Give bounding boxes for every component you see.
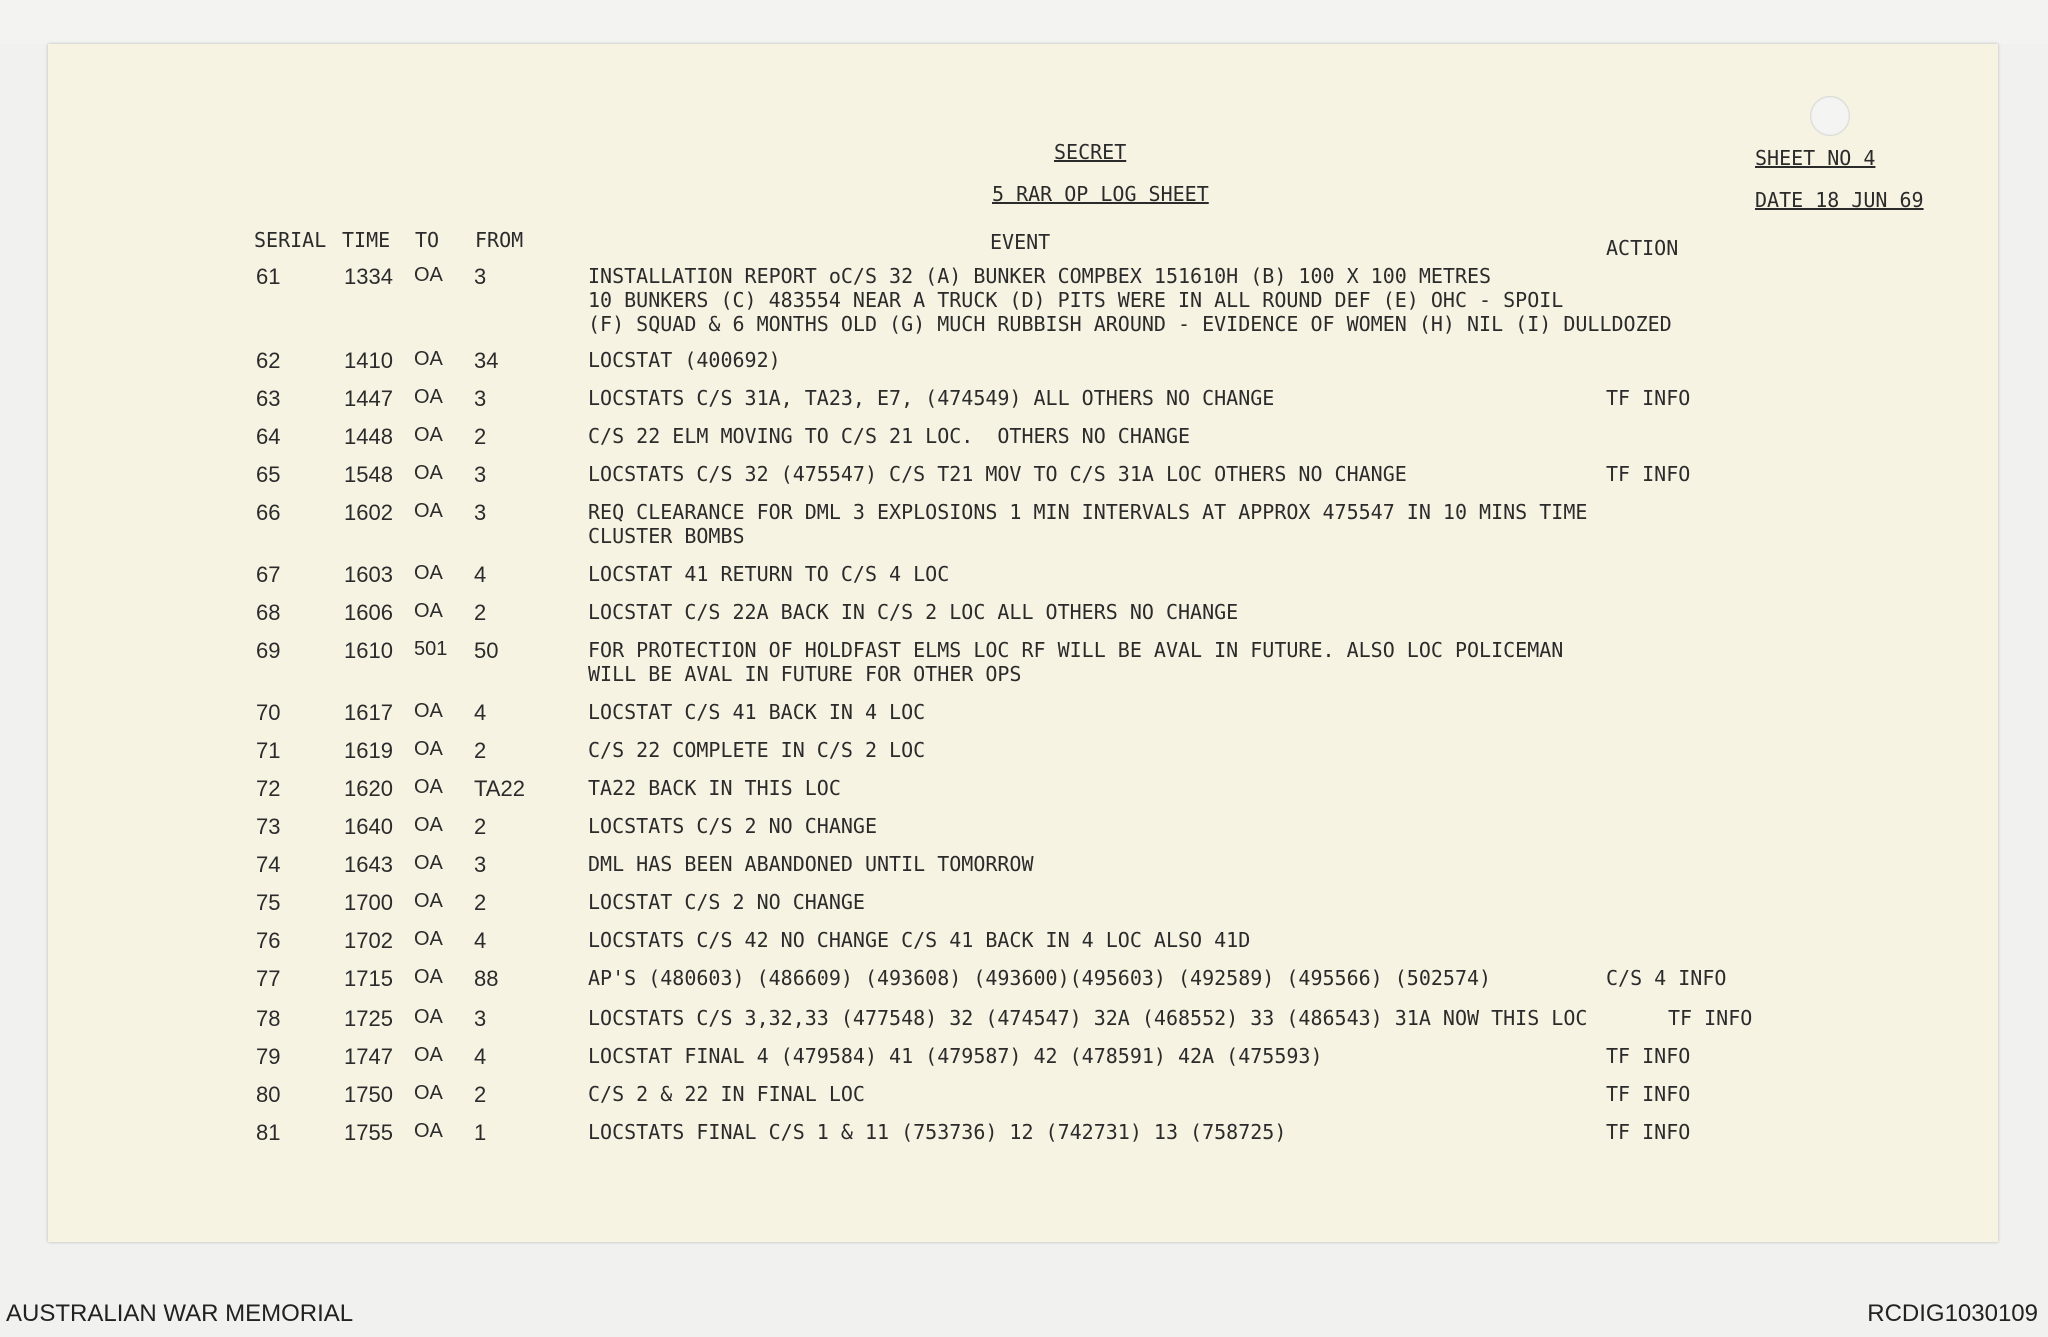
row-time: 1747 [344,1044,393,1069]
row-event-line: C/S 22 ELM MOVING TO C/S 21 LOC. OTHERS NO CHANGE [588,424,1191,448]
row-event-line: INSTALLATION REPORT oC/S 32 (A) BUNKER COMPBEX 151610H (B) 100 X 100 METRES [588,264,1492,288]
row-time: 1702 [344,928,393,953]
row-serial: 66 [256,500,281,525]
row-to: OA [414,928,443,950]
row-event-line: LOCSTAT FINAL 4 (479584) 41 (479587) 42 (478591) 42A (475593) [588,1044,1323,1068]
row-serial: 70 [256,700,281,725]
column-header-event: EVENT [990,230,1051,254]
table-row [48,386,1998,416]
row-to: OA [414,462,443,484]
row-from: 3 [474,386,487,411]
row-event [588,1082,865,1106]
row-to: OA [414,738,443,760]
row-serial: 62 [256,348,281,373]
row-time: 1617 [344,700,393,725]
row-event [588,264,1672,336]
row-from: TA22 [474,776,525,801]
row-serial: 71 [256,738,281,763]
row-event-line: LOCSTATS FINAL C/S 1 & 11 (753736) 12 (742731) 13 (758725) [588,1120,1287,1144]
table-row [48,1120,1998,1150]
row-event-line: WILL BE AVAL IN FUTURE FOR OTHER OPS [588,662,1022,686]
row-time: 1548 [344,462,393,487]
table-row [48,738,1998,768]
row-event [588,738,925,762]
row-event [588,776,841,800]
row-serial: 74 [256,852,281,877]
row-event-line: LOCSTATS C/S 2 NO CHANGE [588,814,877,838]
row-time: 1334 [344,264,393,289]
row-event [588,852,1034,876]
row-from: 3 [474,264,487,289]
row-serial: 78 [256,1006,281,1031]
row-from: 4 [474,928,487,953]
row-to: OA [414,852,443,874]
table-row [48,700,1998,730]
row-from: 2 [474,600,487,625]
row-event [588,638,1563,686]
row-time: 1750 [344,1082,393,1107]
row-event-line: FOR PROTECTION OF HOLDFAST ELMS LOC RF WILL BE AVAL IN FUTURE. ALSO LOC POLICEMAN [588,638,1564,662]
row-from: 3 [474,852,487,877]
row-event-line: LOCSTATS C/S 32 (475547) C/S T21 MOV TO C/S 31A LOC OTHERS NO CHANGE [588,462,1407,486]
row-event-line: C/S 22 COMPLETE IN C/S 2 LOC [588,738,926,762]
row-to: OA [414,1082,443,1104]
row-action: TF INFO [1606,1044,1691,1068]
row-from: 2 [474,738,487,763]
row-event-line: 10 BUNKERS (C) 483554 NEAR A TRUCK (D) PITS WERE IN ALL ROUND DEF (E) OHC - SPOIL [588,288,1564,312]
row-event [588,562,949,586]
row-event [588,928,1250,952]
table-row [48,348,1998,378]
column-header-time: TIME [342,228,391,252]
row-to: OA [414,1006,443,1028]
row-from: 3 [474,1006,487,1031]
row-to: OA [414,776,443,798]
table-row [48,814,1998,844]
row-event [588,500,1587,548]
row-serial: 69 [256,638,281,663]
row-event-line: REQ CLEARANCE FOR DML 3 EXPLOSIONS 1 MIN INTERVALS AT APPROX 475547 IN 10 MINS TIME [588,500,1588,524]
column-header-action: ACTION [1606,236,1679,260]
table-row [48,562,1998,592]
row-action: TF INFO [1606,386,1691,410]
footer-institution: AUSTRALIAN WAR MEMORIAL [6,1300,354,1327]
row-to: OA [414,348,443,370]
row-time: 1603 [344,562,393,587]
row-from: 4 [474,1044,487,1069]
log-sheet-page [48,44,1998,1242]
row-to: OA [414,264,443,286]
row-event-line: LOCSTAT C/S 41 BACK IN 4 LOC [588,700,926,724]
row-from: 2 [474,1082,487,1107]
row-event-line: LOCSTAT 41 RETURN TO C/S 4 LOC [588,562,950,586]
column-header-from: FROM [475,228,524,252]
row-to: OA [414,814,443,836]
row-time: 1715 [344,966,393,991]
row-event [588,462,1407,486]
row-to: OA [414,1120,443,1142]
row-event-line: C/S 2 & 22 IN FINAL LOC [588,1082,865,1106]
row-event [588,1006,1587,1030]
row-event-line: LOCSTATS C/S 42 NO CHANGE C/S 41 BACK IN 4 LOC ALSO 41D [588,928,1251,952]
row-event-line: LOCSTAT C/S 22A BACK IN C/S 2 LOC ALL OTHERS NO CHANGE [588,600,1239,624]
row-time: 1755 [344,1120,393,1145]
row-serial: 72 [256,776,281,801]
row-from: 50 [474,638,499,663]
row-action: TF INFO [1606,1082,1691,1106]
row-event-line: LOCSTATS C/S 31A, TA23, E7, (474549) ALL OTHERS NO CHANGE [588,386,1275,410]
row-serial: 64 [256,424,281,449]
row-event [588,966,1491,990]
row-event-line: LOCSTAT (400692) [588,348,781,372]
table-row [48,890,1998,920]
row-from: 2 [474,424,487,449]
row-event [588,814,877,838]
row-event-line: (F) SQUAD & 6 MONTHS OLD (G) MUCH RUBBISH AROUND - EVIDENCE OF WOMEN (H) NIL (I) DULLDOZED [588,312,1672,336]
column-header-serial: SERIAL [254,228,327,252]
row-to: OA [414,562,443,584]
row-time: 1640 [344,814,393,839]
footer-record-id: RCDIG1030109 [1867,1300,2038,1327]
table-row [48,462,1998,492]
row-time: 1643 [344,852,393,877]
row-event [588,1044,1323,1068]
row-to: OA [414,890,443,912]
table-row [48,1082,1998,1112]
row-time: 1606 [344,600,393,625]
row-from: 3 [474,500,487,525]
row-event [588,890,865,914]
column-header-to: TO [415,228,440,252]
row-time: 1602 [344,500,393,525]
row-from: 1 [474,1120,487,1145]
row-to: OA [414,600,443,622]
row-serial: 63 [256,386,281,411]
punch-hole [1810,96,1850,136]
row-to: OA [414,700,443,722]
row-action: TF INFO [1606,1120,1691,1144]
row-time: 1725 [344,1006,393,1031]
row-event [588,386,1274,410]
row-serial: 75 [256,890,281,915]
table-row [48,1044,1998,1074]
row-to: 501 [414,638,448,660]
row-from: 34 [474,348,499,373]
row-from: 2 [474,814,487,839]
row-event-line: DML HAS BEEN ABANDONED UNTIL TOMORROW [588,852,1034,876]
row-time: 1448 [344,424,393,449]
row-to: OA [414,1044,443,1066]
row-to: OA [414,386,443,408]
row-serial: 65 [256,462,281,487]
row-event [588,424,1190,448]
row-to: OA [414,966,443,988]
row-serial: 76 [256,928,281,953]
table-row [48,1006,1998,1036]
row-serial: 80 [256,1082,281,1107]
row-from: 4 [474,700,487,725]
row-to: OA [414,424,443,446]
row-event-line: CLUSTER BOMBS [588,524,745,548]
row-serial: 61 [256,264,281,289]
row-from: 2 [474,890,487,915]
table-row [48,600,1998,630]
page-title: 5 RAR OP LOG SHEET [992,182,1209,206]
row-serial: 77 [256,966,281,991]
row-event [588,600,1238,624]
row-serial: 81 [256,1120,281,1145]
row-event [588,1120,1286,1144]
sheet-date: DATE 18 JUN 69 [1755,188,1924,212]
row-action: TF INFO [1668,1006,1753,1030]
sheet-number: SHEET NO 4 [1755,146,1876,170]
row-serial: 67 [256,562,281,587]
row-from: 4 [474,562,487,587]
row-serial: 79 [256,1044,281,1069]
table-row [48,638,1998,686]
row-action: C/S 4 INFO [1606,966,1727,990]
row-event-line: LOCSTATS C/S 3,32,33 (477548) 32 (474547) 32A (468552) 33 (486543) 31A NOW THIS LOC [588,1006,1588,1030]
row-time: 1700 [344,890,393,915]
row-event-line: LOCSTAT C/S 2 NO CHANGE [588,890,865,914]
row-serial: 68 [256,600,281,625]
table-row [48,966,1998,996]
row-event [588,700,925,724]
row-to: OA [414,500,443,522]
classification-label: SECRET [1054,140,1127,164]
row-time: 1619 [344,738,393,763]
row-from: 88 [474,966,499,991]
row-from: 3 [474,462,487,487]
row-event-line: TA22 BACK IN THIS LOC [588,776,841,800]
top-band [0,0,2048,44]
table-row [48,500,1998,548]
row-time: 1620 [344,776,393,801]
table-row [48,852,1998,882]
row-time: 1610 [344,638,393,663]
table-row [48,928,1998,958]
table-row [48,776,1998,806]
row-time: 1447 [344,386,393,411]
row-serial: 73 [256,814,281,839]
row-event-line: AP'S (480603) (486609) (493608) (493600)(495603) (492589) (495566) (502574) [588,966,1492,990]
row-time: 1410 [344,348,393,373]
table-row [48,424,1998,454]
row-action: TF INFO [1606,462,1691,486]
row-event [588,348,781,372]
table-row [48,264,1998,336]
